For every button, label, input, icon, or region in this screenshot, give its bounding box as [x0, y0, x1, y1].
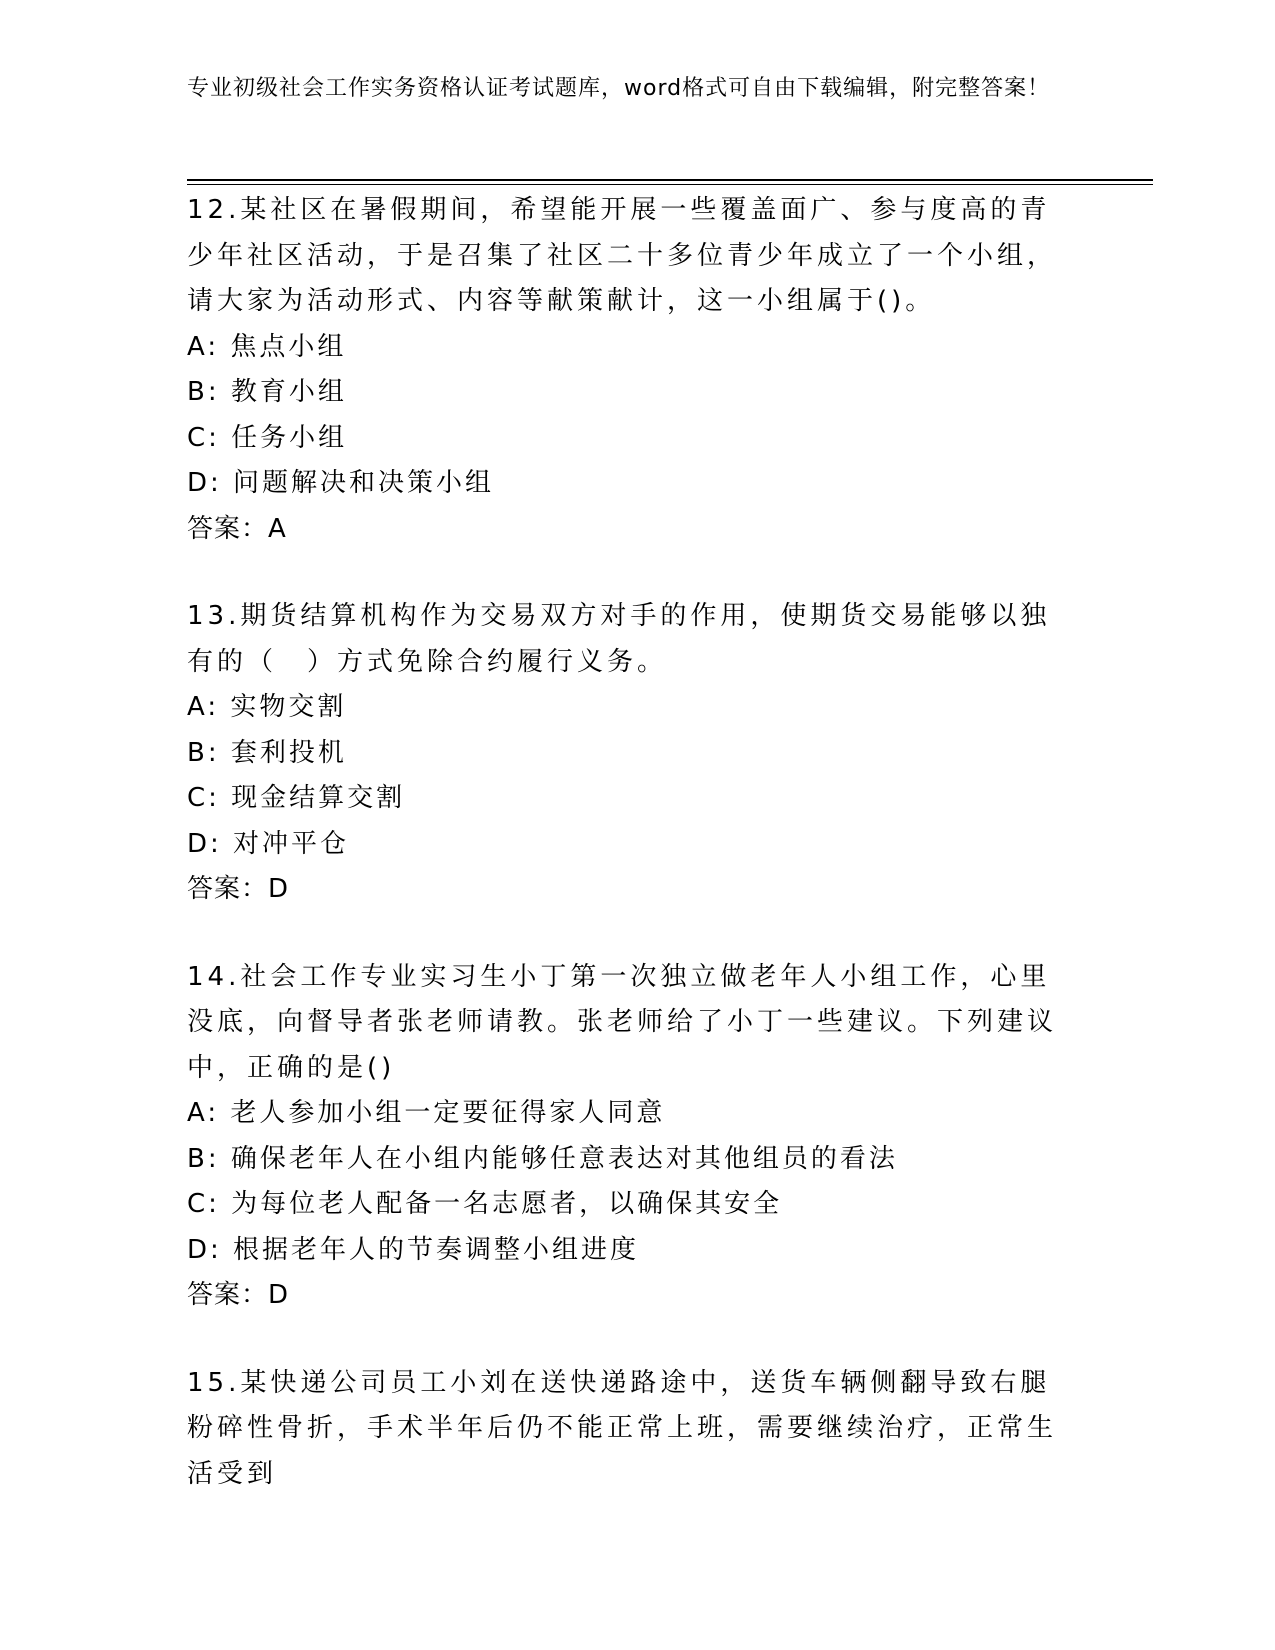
question-stem: 12.某社区在暑假期间，希望能开展一些覆盖面广、参与度高的青少年社区活动，于是召集了社区二十多位青少年成立了一个小组，请大家为活动形式、内容等献策献计，这一小组属于()。 — [187, 195, 1058, 316]
option-d: D: 对冲平仓 — [187, 828, 350, 859]
question-stem: 13.期货结算机构作为交易双方对手的作用，使期货交易能够以独有的（ ）方式免除合约履行义务。 — [187, 601, 1051, 677]
answer-line — [187, 1273, 1067, 1319]
answer-label: 答案： — [187, 513, 269, 544]
option-c: C: 现金结算交割 — [187, 783, 406, 813]
answer-value: D — [268, 874, 289, 904]
question-15 — [187, 1361, 1067, 1498]
answer-line — [187, 867, 1067, 913]
document-header: 专业初级社会工作实务资格认证考试题库，word格式可自由下载编辑，附完整答案！ — [187, 76, 1051, 101]
option-d: D: 问题解决和决策小组 — [187, 468, 495, 498]
question-13 — [187, 594, 1067, 913]
header-divider-thick — [187, 179, 1153, 181]
question-14 — [187, 955, 1067, 1319]
header-divider-thin — [187, 184, 1153, 185]
option-b: B: 教育小组 — [187, 377, 347, 407]
question-list — [187, 188, 1067, 1539]
option-a: A: 老人参加小组一定要征得家人同意 — [187, 1098, 666, 1128]
question-stem: 14.社会工作专业实习生小丁第一次独立做老年人小组工作，心里没底，向督导者张老师请教。张老师给了小丁一些建议。下列建议中，正确的是() — [187, 961, 1058, 1083]
option-b: B: 套利投机 — [187, 737, 347, 768]
option-d: D: 根据老年人的节奏调整小组进度 — [187, 1234, 640, 1265]
option-b: B: 确保老年人在小组内能够任意表达对其他组员的看法 — [187, 1143, 898, 1174]
answer-label: 答案： — [187, 1280, 269, 1310]
answer-label: 答案： — [187, 874, 269, 904]
option-a: A: 实物交割 — [187, 692, 347, 722]
option-c: C: 任务小组 — [187, 422, 348, 453]
answer-value: A — [268, 513, 286, 544]
answer-line — [187, 507, 1067, 553]
option-c: C: 为每位老人配备一名志愿者，以确保其安全 — [187, 1189, 783, 1219]
question-stem: 15.某快递公司员工小刘在送快递路途中，送货车辆侧翻导致右腿粉碎性骨折，手术半年后仍不能正常上班，需要继续治疗，正常生活受到 — [187, 1367, 1058, 1489]
answer-value: D — [268, 1280, 289, 1310]
question-12 — [187, 188, 1067, 552]
option-a: A: 焦点小组 — [187, 331, 347, 362]
